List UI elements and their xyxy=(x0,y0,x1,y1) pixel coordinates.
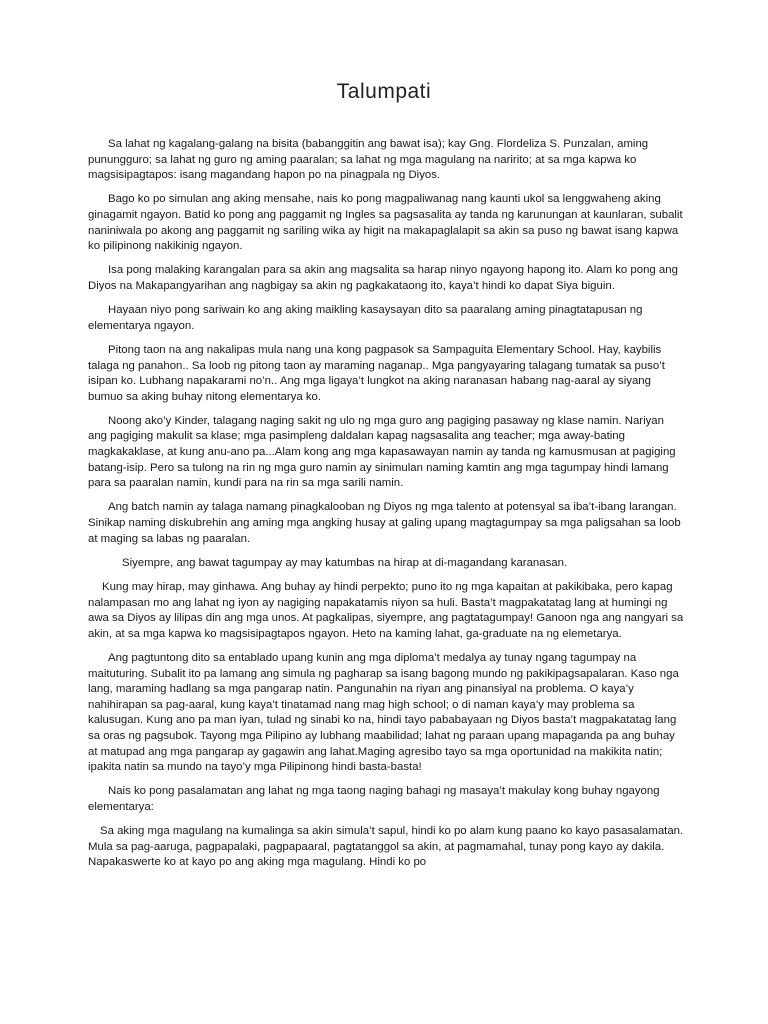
paragraph-history-intro: Hayaan niyo pong sariwain ko ang aking maikling kasaysayan dito sa paaralang aming pinagtatapusan ng elementarya ngayon. xyxy=(88,304,643,332)
paragraph-batch: Ang batch namin ay talaga namang pinagkalooban ng Diyos ng mga talento at potensyal sa iba’t-ibang larangan. Sinikap naming diskubrehin ang aming mga angking husay at galing upang magtagumpay sa mga paligsahan sa loob at maging sa labas ng paaralan. xyxy=(88,501,681,545)
paragraph-greeting: Sa lahat ng kagalang-galang na bisita (babanggitin ang bawat isa); kay Gng. Flordeliza S. Punzalan, aming punungguro; sa lahat ng guro ng aming paaralan; sa lahat ng mga magulang na naririto; at sa mga kapwa ko magsisipagtapos: isang magandang hapon po na pinagpala ng Diyos. xyxy=(88,138,649,182)
paragraph-honor: Isa pong malaking karangalan para sa akin ang magsalita sa harap ninyo ngayong hapong ito. Alam ko pong ang Diyos na Makapangyarihan ang nagbigay sa akin ng pagkakataong ito, kaya’t hindi ko dapat Siya biguin. xyxy=(88,264,678,292)
paragraph-thanks-intro: Nais ko pong pasalamatan ang lahat ng mga taong naging bahagi ng masaya’t makulay kong buhay ngayong elementarya: xyxy=(88,785,660,813)
paragraph-graduation: Ang pagtuntong dito sa entablado upang kunin ang mga diploma’t medalya ay tunay ngang tagumpay na maituturing. Subalit ito pa lamang ang simula ng pagharap sa isang bagong mundo ng pakikipagsapalaran. Kaso nga lang, maraming hadlang sa mga pangarap natin. Pangunahin na riyan ang pinansiyal na problema. O kaya’y nahihirapan sa pag-aaral, kung kaya’t tinatamad nang mag high school; o di naman kaya’y may problema sa kalusugan. Kung ano pa man iyan, tulad ng sinabi ko na, hindi tayo pababayaan ng Diyos basta’t magpakatatag lang sa oras ng pagsubok. Tayong mga Pilipino ay lubhang maabilidad; lahat ng paraan upang mapaganda pa ang buhay at matupad ang mga pangarap ay gagawin ang lahat.Maging agresibo tayo sa mga oportunidad na makikita natin; ipakita natin sa mundo na tayo’y mga Pilipinong hindi basta-basta! xyxy=(88,651,679,774)
paragraph-parents: Sa aking mga magulang na kumalinga sa akin simula’t sapul, hindi ko po alam kung paano ko kayo pasasalamatan. Mula sa pag-aaruga, pagpapalaki, pagpapaaral, pagtatanggol sa akin, at pagmamahal, tunay pong kayo ay dakila. Napakaswerte ko at kayo po ang aking mga magulang. Hindi ko po xyxy=(88,825,684,869)
paragraph-perseverance: Kung may hirap, may ginhawa. Ang buhay ay hindi perpekto; puno ito ng mga kapaitan at pakikibaka, pero kapag nalampasan mo ang lahat ng iyon ay nagiging napakatamis niyon sa huli. Basta’t magpakatatag lang at humingi ng awa sa Diyos ay lilipas din ang mga unos. At pagkalipas, siyempre, ang pagtatagumpay! Ganoon nga ang nangyari sa akin, at sa mga kapwa ko magsisipagtapos ngayon. Heto na kaming lahat, ga-graduate na ng elemetarya. xyxy=(88,581,684,640)
paragraph-hardship: Siyempre, ang bawat tagumpay ay may katumbas na hirap at di-magandang karanasan. xyxy=(122,556,568,569)
paragraph-kinder: Noong ako’y Kinder, talagang naging sakit ng ulo ng mga guro ang pagiging pasaway ng klase namin. Nariyan ang pagiging makulit sa klase; mga pasimpleng daldalan kapag nagsasalita ang teacher; mga away-bating magkakaklase, at kung anu-ano pa...Alam kong ang mga kapasawayan namin ay tanda ng kamusmusan at pagiging batang-isip. Pero sa tulong na rin ng mga guro namin ay sinimulan naming kamtin ang mga tagumpay hindi lamang para sa paaralan namin, kundi para na rin sa mga sarili namin. xyxy=(88,414,676,490)
paragraph-seven-years: Pitong taon na ang nakalipas mula nang una kong pagpasok sa Sampaguita Elementary School. Hay, kaybilis talaga ng panahon.. Sa loob ng pitong taon ay maraming naganap.. Mga pangyayaring talagang tumatak sa puso’t isipan ko. Lubhang napakarami no’n.. Ang mga ligaya’t lungkot na aking naranasan habang nag-aaral ay siyang bumuo sa aking buhay nitong elementarya ko. xyxy=(88,343,665,403)
paragraph-language-note: Bago ko po simulan ang aking mensahe, nais ko pong magpaliwanag nang kaunti ukol sa lenggwaheng aking ginagamit ngayon. Batid ko pong ang paggamit ng Ingles sa pagsasalita ay tanda ng karunungan at kaunlaran, subalit naniniwala po akong ang paggamit ng sariling wika ay higit na makapaglalapit sa akin sa puso ng bawat isang kapwa ko pilipinong nakikinig ngayon. xyxy=(88,193,683,253)
speech-body xyxy=(88,137,684,871)
page-title: Talumpati xyxy=(336,80,432,103)
